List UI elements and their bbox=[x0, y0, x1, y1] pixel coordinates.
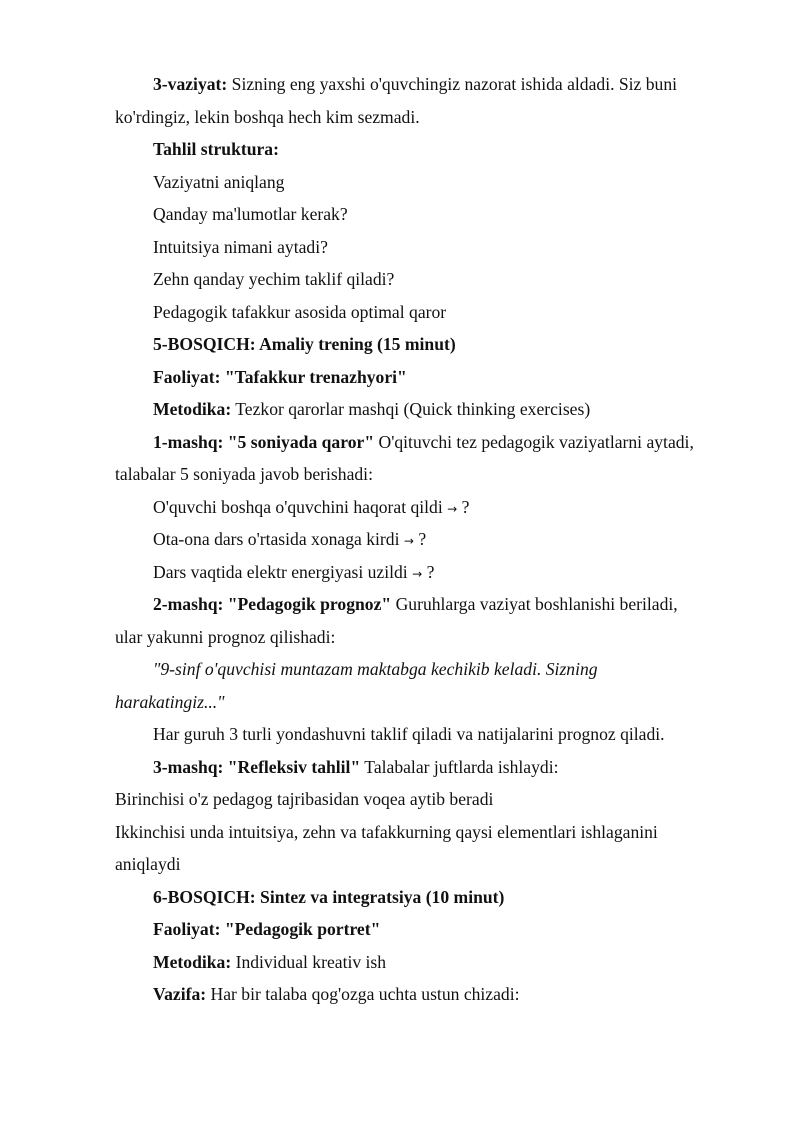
label-text: 2-mashq: "Pedagogik prognoz" bbox=[153, 594, 392, 614]
heading-text: Faoliyat: "Pedagogik portret" bbox=[153, 919, 381, 939]
quote-text: "9-sinf o'quvchisi muntazam maktabga kechikib keladi. Sizning bbox=[153, 659, 598, 679]
paragraph-text: ular yakunni prognoz qilishadi: bbox=[115, 626, 336, 647]
stage-5-heading bbox=[0, 328, 733, 361]
right-arrow-icon: → bbox=[412, 566, 423, 581]
item-tail: ? bbox=[418, 529, 427, 549]
label-text: Vazifa: bbox=[153, 984, 207, 1004]
document-page bbox=[0, 68, 800, 1011]
analysis-step bbox=[0, 263, 733, 296]
label-text: 3-mashq: "Refleksiv tahlil" bbox=[153, 756, 361, 777]
item-tail: ? bbox=[426, 561, 435, 582]
item-text: O'quvchi boshqa o'quvchini haqorat qildi bbox=[153, 496, 443, 517]
item-tail: ? bbox=[461, 496, 470, 517]
label-text: Metodika: bbox=[153, 951, 232, 972]
exercise-1-line bbox=[0, 426, 733, 459]
methodology-line bbox=[0, 393, 733, 426]
exercise-2-continuation bbox=[0, 621, 730, 654]
quote-text: harakatingiz..." bbox=[115, 691, 225, 712]
step-text: Qanday ma'lumotlar kerak? bbox=[153, 204, 348, 224]
analysis-step bbox=[0, 296, 733, 329]
paragraph-text: Individual kreativ ish bbox=[231, 951, 387, 972]
task-line bbox=[0, 978, 733, 1011]
paragraph-text: Har guruh 3 turli yondashuvni taklif qiladi va natijalarini prognoz qiladi. bbox=[153, 724, 665, 744]
step-text: Zehn qanday yechim taklif qiladi? bbox=[153, 269, 395, 289]
exercise-2-instruction bbox=[0, 718, 733, 751]
item-text: Ota-ona dars o'rtasida xonaga kirdi bbox=[153, 529, 400, 549]
exercise-1-continuation bbox=[0, 458, 730, 491]
quick-situation-item bbox=[0, 523, 733, 556]
paragraph-text: ko'rdingiz, lekin boshqa hech kim sezmadi. bbox=[115, 106, 420, 127]
exercise-3-step bbox=[0, 816, 730, 849]
right-arrow-icon: → bbox=[447, 501, 458, 516]
quick-situation-item bbox=[0, 491, 733, 524]
activity-line bbox=[0, 361, 733, 394]
step-text: Intuitsiya nimani aytadi? bbox=[153, 236, 328, 257]
paragraph-text: Tezkor qarorlar mashqi (Quick thinking exercises) bbox=[231, 399, 591, 419]
exercise-3-step-continuation bbox=[0, 848, 730, 881]
activity-line bbox=[0, 913, 733, 946]
heading-text: Faoliyat: "Tafakkur trenazhyori" bbox=[153, 366, 407, 387]
situation-3-text: Sizning eng yaxshi o'quvchingiz nazorat ishida aldadi. Siz buni bbox=[227, 74, 678, 94]
label-text: Metodika: bbox=[153, 399, 232, 419]
analysis-structure-heading bbox=[0, 133, 733, 166]
paragraph-text: talabalar 5 soniyada javob berishadi: bbox=[115, 464, 373, 484]
paragraph-text: Har bir talaba qog'ozga uchta ustun chizadi: bbox=[206, 984, 520, 1004]
exercise-2-quote bbox=[0, 653, 733, 686]
situation-3-label: 3-vaziyat: bbox=[153, 74, 228, 94]
situation-3-line bbox=[0, 68, 733, 101]
paragraph-text: Birinchisi o'z pedagog tajribasidan voqea aytib beradi bbox=[115, 789, 494, 809]
heading-text: 5-BOSQICH: Amaliy trening (15 minut) bbox=[153, 334, 456, 354]
right-arrow-icon: → bbox=[403, 534, 414, 548]
label-text: 1-mashq: "5 soniyada qaror" bbox=[153, 431, 375, 452]
paragraph-text: O'qituvchi tez pedagogik vaziyatlarni aytadi, bbox=[374, 431, 694, 452]
methodology-line bbox=[0, 946, 733, 979]
heading-text: 6-BOSQICH: Sintez va integratsiya (10 minut) bbox=[153, 886, 505, 907]
stage-6-heading bbox=[0, 881, 733, 914]
paragraph-text: Talabalar juftlarda ishlaydi: bbox=[360, 756, 559, 777]
analysis-step bbox=[0, 166, 733, 199]
step-text: Vaziyatni aniqlang bbox=[153, 171, 285, 192]
analysis-step bbox=[0, 231, 733, 264]
paragraph-text: aniqlaydi bbox=[115, 854, 181, 874]
situation-3-continuation bbox=[0, 101, 730, 134]
exercise-3-line bbox=[0, 751, 733, 784]
exercise-2-quote-continuation bbox=[0, 686, 730, 719]
item-text: Dars vaqtida elektr energiyasi uzildi bbox=[153, 561, 408, 582]
analysis-step bbox=[0, 198, 733, 231]
heading-text: Tahlil struktura: bbox=[153, 139, 279, 159]
exercise-2-line bbox=[0, 588, 733, 621]
paragraph-text: Ikkinchisi unda intuitsiya, zehn va tafakkurning qaysi elementlari ishlaganini bbox=[115, 821, 658, 842]
exercise-3-step bbox=[0, 783, 730, 816]
step-text: Pedagogik tafakkur asosida optimal qaror bbox=[153, 301, 447, 322]
quick-situation-item bbox=[0, 556, 733, 589]
paragraph-text: Guruhlarga vaziyat boshlanishi beriladi, bbox=[391, 594, 678, 614]
